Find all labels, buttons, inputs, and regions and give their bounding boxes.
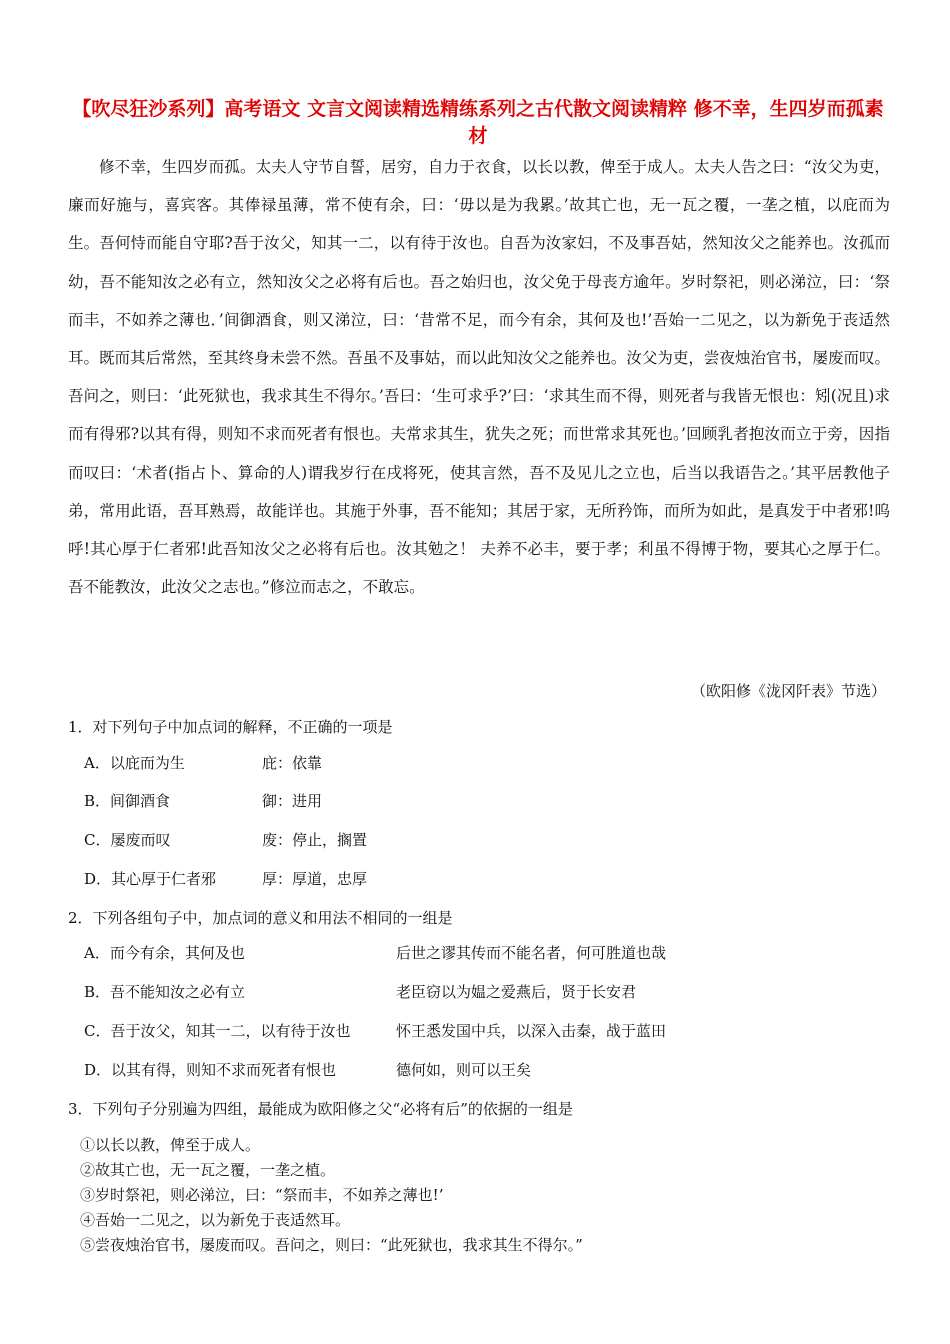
passage-source: （欧阳修《泷冈阡表》节选） [690, 682, 886, 700]
q2-option-c-left: C．吾于汝父，知其一二，以有待于汝也 [84, 1022, 351, 1040]
q2-option-a-left: A．而今有余，其何及也 [84, 944, 245, 962]
q2-option-d-right: 德何如，则可以王矣 [396, 1061, 532, 1079]
q3-item-4: ④吾始一二见之，以为新免于丧适然耳。 [80, 1211, 351, 1229]
q1-option-c-sentence: C．屡废而叹 [84, 831, 171, 849]
q2-option-a-right: 后世之谬其传而不能名者，何可胜道也哉 [396, 944, 667, 962]
q3-item-3: ③岁时祭祀，则必涕泣，曰：“祭而丰，不如养之薄也!’ [80, 1186, 444, 1204]
classical-passage [68, 148, 890, 606]
q2-option-b-left: B．吾不能知汝之必有立 [84, 983, 246, 1001]
question-1-stem: 1．对下列句子中加点词的解释，不正确的一项是 [68, 718, 393, 736]
q1-option-d-sentence: D．其心厚于仁者邪 [84, 870, 217, 888]
document-title: 【吹尽狂沙系列】高考语文 文言文阅读精选精练系列之古代散文阅读精粹 修不幸，生四岁而孤素材 [72, 98, 884, 147]
q1-option-a-gloss: 庇：依靠 [262, 754, 323, 772]
q2-option-b-right: 老臣窃以为媪之爱燕后，贤于长安君 [396, 983, 637, 1001]
q1-option-a-sentence: A．以庇而为生 [84, 754, 185, 772]
question-2-stem: 2．下列各组句子中，加点词的意义和用法不相同的一组是 [68, 909, 453, 927]
question-3-stem: 3．下列句子分别遍为四组，最能成为欧阳修之父“必将有后”的依据的一组是 [68, 1100, 573, 1118]
q1-option-b-sentence: B．间御酒食 [84, 792, 171, 810]
q3-item-2: ②故其亡也，无一瓦之覆，一垄之植。 [80, 1161, 336, 1179]
q1-option-d-gloss: 厚：厚道，忠厚 [262, 870, 368, 888]
q3-item-5: ⑤尝夜烛治官书，屡废而叹。吾问之，则曰：“此死狱也，我求其生不得尔。” [80, 1236, 583, 1254]
q1-option-b-gloss: 御：进用 [262, 792, 323, 810]
q2-option-d-left: D．以其有得，则知不求而死者有恨也 [84, 1061, 337, 1079]
q1-option-c-gloss: 废：停止，搁置 [262, 831, 368, 849]
passage-text: 修不幸，生四岁而孤。太夫人守节自誓，居穷，自力于衣食，以长以教，俾至于成人。太夫人告之曰：“汝父为吏，廉而好施与，喜宾客。其俸禄虽薄，常不使有余，曰：‘毋以是为我累。’故其亡也，无一瓦之覆，一垄之植，以庇而为生。吾何恃而能自守耶?吾于汝父，知其一二，以有待于汝也。自吾为汝家妇，不及事吾姑，然知汝父之能养也。汝孤而幼，吾不能知汝之必有立，然知汝父之必将有后也。吾之始归也，汝父免于母丧方逾年。岁时祭祀，则必涕泣，曰：‘祭而丰，不如养之薄也．’间御酒食，则又涕泣，曰：‘昔常不足，而今有余，其何及也!’吾始一二见之，以为新免于丧适然耳。既而其后常然，至其终身未尝不然。吾虽不及事姑，而以此知汝父之能养也。汝父为吏，尝夜烛治官书，屡废而叹。吾问之，则曰：‘此死狱也，我求其生不得尔。’吾曰：‘生可求乎?’曰：‘求其生而不得，则死者与我皆无恨也：矧(况且)求而有得邪?以其有得，则知不求而死者有恨也。夫常求其生，犹失之死；而世常求其死也。’回顾乳者抱汝而立于旁，因指而叹曰：‘术者(指占卜、算命的人)谓我岁行在戌将死，使其言然，吾不及见儿之立也，后当以我语告之。’其平居教他子弟，常用此语，吾耳熟焉，故能详也。其施于外事，吾不能知；其居于家，无所矜饰，而所为如此，是真发于中者邪!呜呼!其心厚于仁者邪!此吾知汝父之必将有后也。汝其勉之！ 夫养不必丰，要于孝；利虽不得博于物，要其心之厚于仁。吾不能教汝，此汝父之志也。”修泣而志之，不敢忘。 [68, 158, 890, 597]
q2-option-c-right: 怀王悉发国中兵，以深入击秦，战于蓝田 [396, 1022, 667, 1040]
q3-item-1: ①以长以教，俾至于成人。 [80, 1136, 261, 1154]
